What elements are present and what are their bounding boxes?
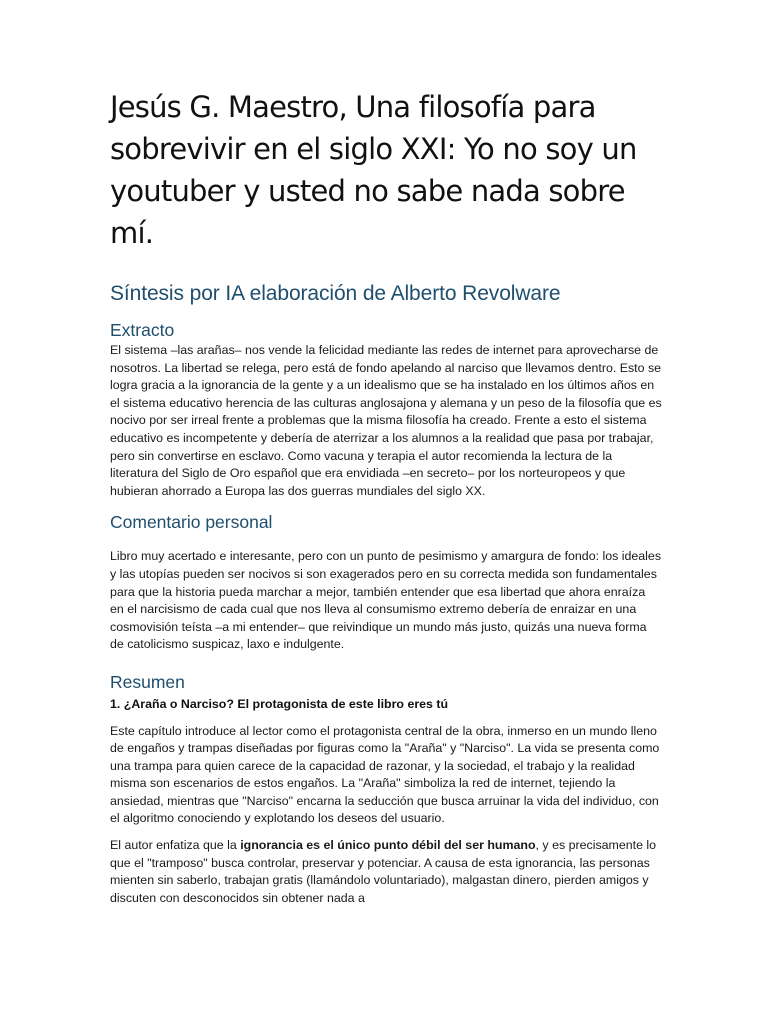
paragraph-2-text-start: El autor enfatiza que la — [110, 838, 241, 853]
resumen-paragraph-2 — [110, 837, 662, 907]
paragraph-2-text-end: , y es precisamente lo que el "tramposo" busca controlar, preservar y potenciar. A causa de esta ignorancia, las personas mienten sin saberlo, trabajan gratis (llamándolo voluntariado), malgastan dinero, pierden amigos y discuten con desconocidos sin obtener nada a — [110, 838, 657, 905]
chapter-1-title: 1. ¿Araña o Narciso? El protagonista de este libro eres tú — [110, 696, 449, 711]
comentario-paragraph: Libro muy acertado e interesante, pero con un punto de pesimismo y amargura de fondo: los ideales y las utopías pueden ser nocivos si son exagerados pero en su correcta medida son fundamentales para que la historia pueda marchar a mejor, también entender que esa libertad que ahora enraíza en el narcisismo de cada cual que nos lleva al consumismo extremo debería de enraizar en una cosmovisión teísta –a mi entender– que reivindique un mundo más justo, quizás una nueva forma de catolicismo suspicaz, laxo e indulgente. — [110, 549, 662, 652]
section-heading-resumen: Resumen — [110, 671, 185, 692]
document-subtitle: Síntesis por IA elaboración de Alberto Revolware — [110, 282, 561, 305]
resumen-paragraph-1: Este capítulo introduce al lector como el protagonista central de la obra, inmerso en un mundo lleno de engaños y trampas diseñadas por figuras como la "Araña" y "Narciso". La vida se presenta como una trampa para quien carece de la capacidad de razonar, y la sociedad, el trabajo y la realidad misma son escenarios de estos engaños. La "Araña" simboliza la red de internet, tejiendo la ansiedad, mientras que "Narciso" encarna la seducción que busca arruinar la vida del individuo, con el algoritmo conociendo y explotando los deseos del usuario. — [110, 723, 660, 826]
document-title: Jesús G. Maestro, Una filosofía para sobrevivir en el siglo XXI: Yo no soy un youtuber y usted no sabe nada sobre mí. — [110, 90, 637, 250]
section-heading-comentario: Comentario personal — [110, 512, 273, 533]
section-heading-extracto: Extracto — [110, 320, 175, 340]
extracto-paragraph: El sistema –las arañas– nos vende la felicidad mediante las redes de internet para aprovecharse de nosotros. La libertad se relega, pero está de fondo apelando al narciso que llevamos dentro. Esto se logra gracia a la ignorancia de la gente y a un idealismo que se ha instalado en los últimos años en el sistema educativo herencia de las culturas anglosajona y alemana y un peso de la filosofía que es nocivo por ser irreal frente a problemas que la misma filosofía ha creado. Frente a esto el sistema educativo es incompetente y debería de aterrizar a los alumnos a la realidad que pasa por trabajar, pero sin convertirse en esclavo. Como vacuna y terapia el autor recomienda la lectura de la literatura del Siglo de Oro español que era envidiada –en secreto– por los norteuropeos y que hubieran ahorrado a Europa las dos guerras mundiales del siglo XX. — [110, 343, 662, 498]
document-page — [110, 86, 662, 907]
paragraph-2-bold-text: ignorancia es el único punto débil del ser humano — [240, 838, 536, 853]
